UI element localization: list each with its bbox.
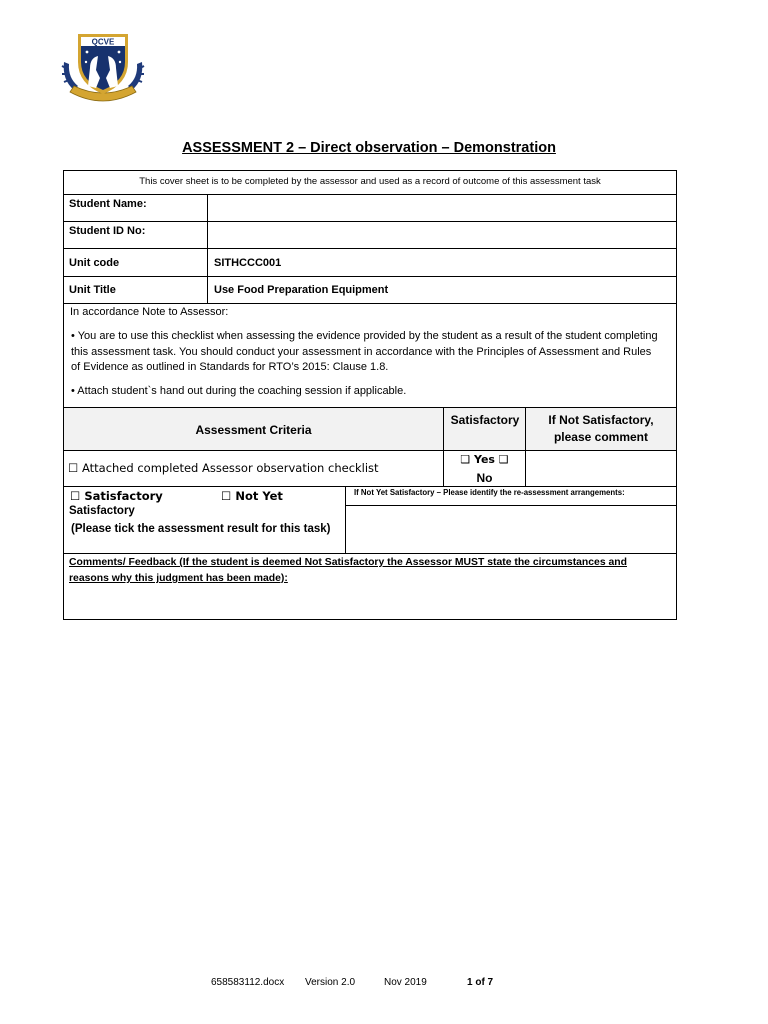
unit-code-label: Unit code <box>69 257 120 269</box>
unit-title-value: Use Food Preparation Equipment <box>214 284 389 296</box>
criteria-col-heading: Assessment Criteria <box>195 423 312 437</box>
note-heading: In accordance Note to Assessor: <box>70 306 229 318</box>
footer-page-number: 1 of 7 <box>467 977 494 988</box>
comment-col-heading: If Not Satisfactory, please comment <box>548 413 654 444</box>
yes-checkbox[interactable]: ❑ Yes ❑ <box>460 453 509 466</box>
student-id-label: Student ID No: <box>69 225 146 237</box>
footer-version: Version 2.0 <box>305 977 356 988</box>
student-name-field[interactable] <box>208 195 676 221</box>
unit-title-label: Unit Title <box>69 284 116 296</box>
reassessment-label: If Not Yet Satisfactory – Please identify the re-assessment arrangements: <box>354 488 625 497</box>
criterion-comment-field[interactable] <box>526 451 676 486</box>
result-instruction: (Please tick the assessment result for this task) <box>71 523 331 535</box>
no-option[interactable]: No <box>476 471 493 485</box>
footer-filename: 658583112.docx <box>211 977 285 988</box>
satisfactory-checkbox[interactable]: ☐ Satisfactory <box>70 489 163 503</box>
footer-date: Nov 2019 <box>384 977 427 988</box>
cover-note: This cover sheet is to be completed by the assessor and used as a record of outcome of this assessment task <box>139 176 601 187</box>
note-bullet-checklist: • You are to use this checklist when assessing the evidence provided by the student as a result of the student completing this assessment task. You should conduct your assessment in accordance with the Principles of Assessment and Rules of Evidence as outlined in Standards for RTO’s 2015: Clause 1.8. <box>71 330 658 373</box>
checklist-criterion[interactable]: ☐ Attached completed Assessor observation checklist <box>68 461 379 475</box>
satisfactory-col-heading: Satisfactory <box>450 413 520 427</box>
comments-field[interactable] <box>64 590 676 619</box>
page-title: ASSESSMENT 2 – Direct observation – Demonstration <box>182 140 556 156</box>
qcve-crest-logo <box>60 28 146 106</box>
student-id-field[interactable] <box>208 222 676 248</box>
student-name-label: Student Name: <box>69 198 147 210</box>
comments-label: Comments/ Feedback (If the student is deemed Not Satisfactory the Assessor MUST state the circumstances and reasons why this judgment has been made): <box>69 557 627 584</box>
note-bullet-handout: • Attach student`s hand out during the coaching session if applicable. <box>71 385 407 397</box>
not-yet-satisfactory-label: Satisfactory <box>69 505 135 517</box>
unit-code-value: SITHCCC001 <box>214 257 282 269</box>
logo-lettering: QCVE <box>91 37 115 47</box>
not-yet-checkbox[interactable]: ☐ Not Yet <box>221 489 283 503</box>
reassessment-field[interactable] <box>346 506 676 553</box>
